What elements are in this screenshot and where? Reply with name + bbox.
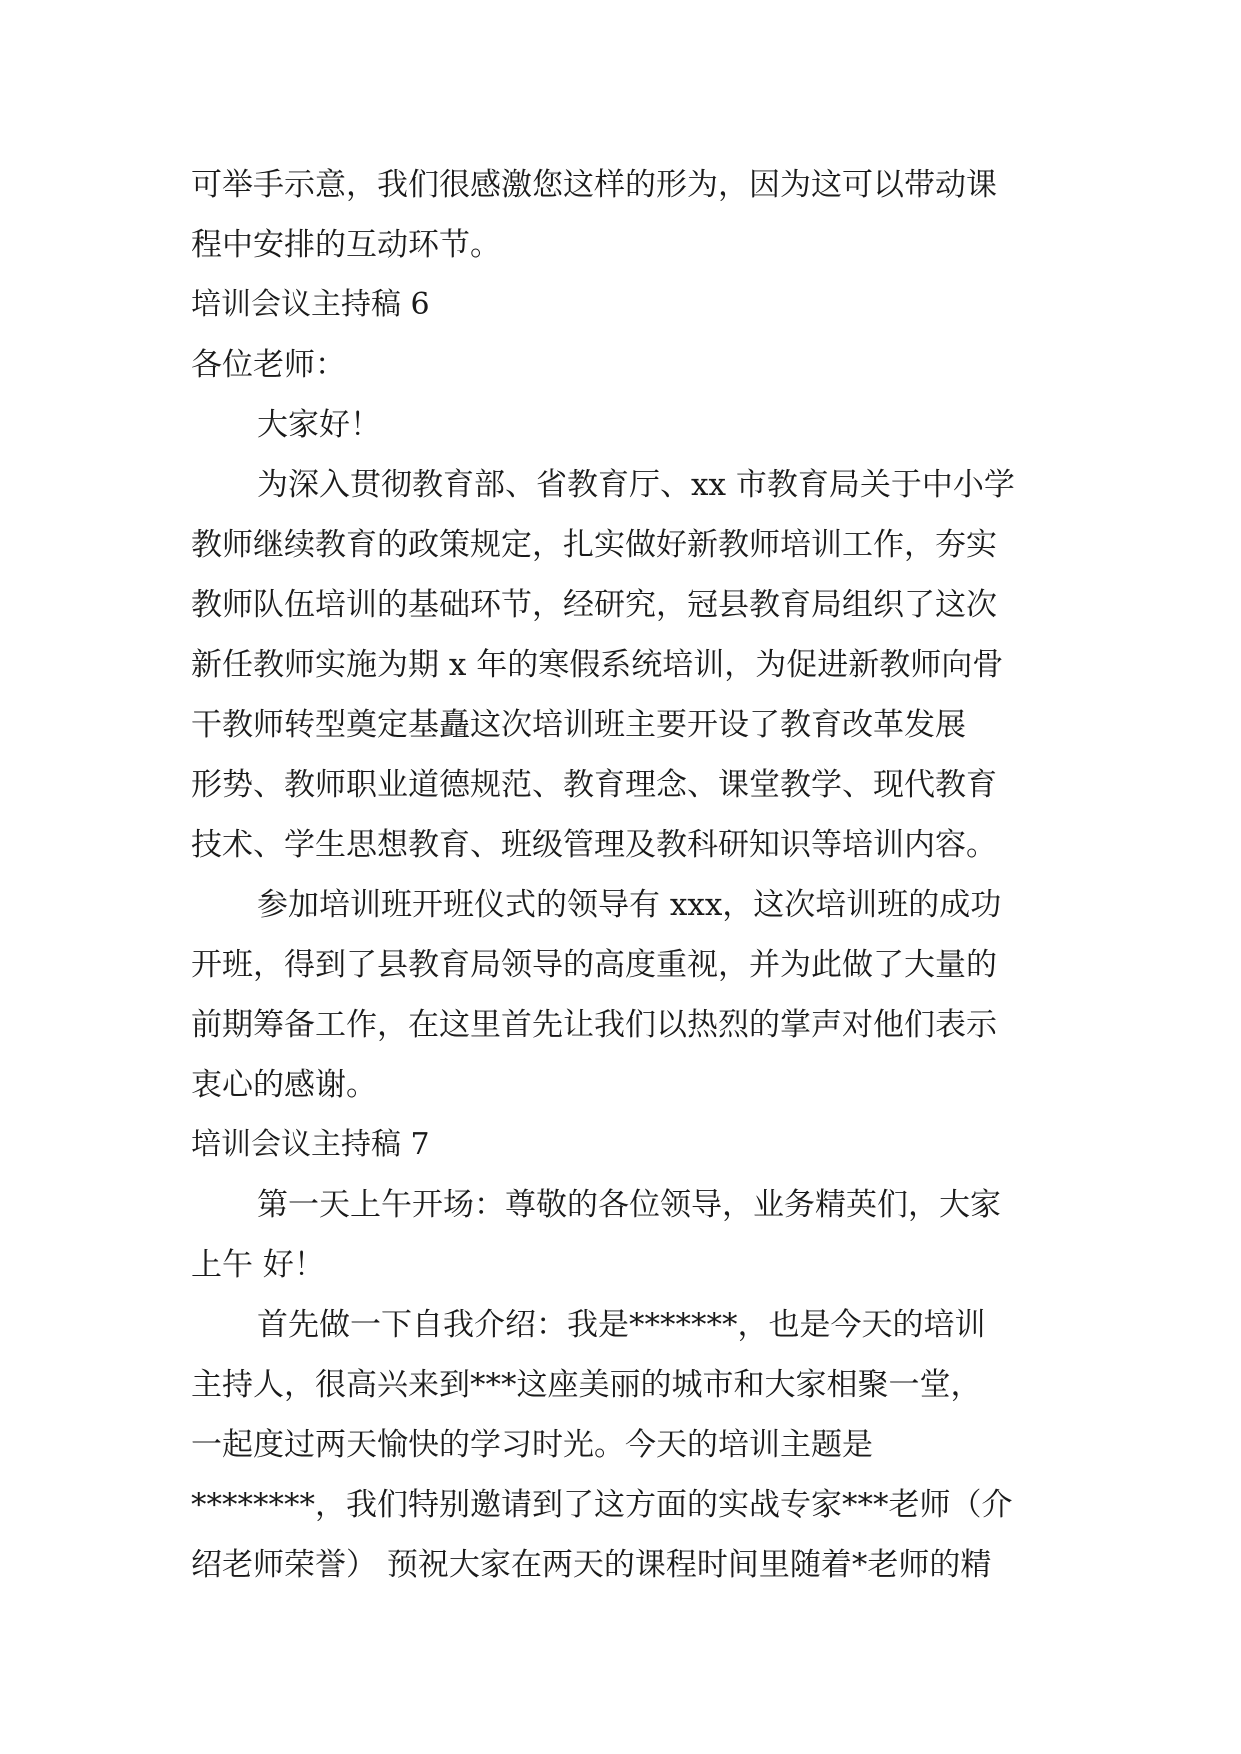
section-heading: 培训会议主持稿 7 <box>191 1127 430 1162</box>
paragraph-line: 新任教师实施为期 x 年的寒假系统培训，为促进新教师向骨 <box>191 647 1004 683</box>
paragraph-line: 技术、学生思想教育、班级管理及教科研知识等培训内容。 <box>191 827 997 863</box>
paragraph-line: 教师继续教育的政策规定，扎实做好新教师培训工作，夯实 <box>191 527 997 563</box>
paragraph-line: 参加培训班开班仪式的领导有 xxx，这次培训班的成功 <box>257 887 1002 923</box>
paragraph-line: 首先做一下自我介绍：我是*******，也是今天的培训 <box>257 1307 986 1343</box>
paragraph-line: 第一天上午开场：尊敬的各位领导，业务精英们，大家 <box>257 1187 1001 1223</box>
greeting-line: 大家好！ <box>257 407 381 443</box>
document-body <box>191 155 1071 1595</box>
paragraph-line: 为深入贯彻教育部、省教育厅、xx 市教育局关于中小学 <box>257 467 1015 503</box>
paragraph-line: 教师队伍培训的基础环节，经研究，冠县教育局组织了这次 <box>191 587 997 623</box>
paragraph-line: 可举手示意，我们很感激您这样的形为，因为这可以带动课 <box>191 167 997 203</box>
paragraph-line: 一起度过两天愉快的学习时光。今天的培训主题是 <box>191 1427 873 1463</box>
paragraph-line: 主持人，很高兴来到***这座美丽的城市和大家相聚一堂， <box>191 1367 982 1403</box>
salutation: 各位老师： <box>191 347 346 383</box>
paragraph-line: 前期筹备工作，在这里首先让我们以热烈的掌声对他们表示 <box>191 1007 997 1043</box>
paragraph-line: 程中安排的互动环节。 <box>191 227 501 263</box>
paragraph-line: 形势、教师职业道德规范、教育理念、课堂教学、现代教育 <box>191 767 997 803</box>
paragraph-line: ********，我们特别邀请到了这方面的实战专家***老师（介 <box>191 1487 1013 1523</box>
paragraph-line: 衷心的感谢。 <box>191 1067 377 1103</box>
section-heading: 培训会议主持稿 6 <box>191 287 430 322</box>
paragraph-line: 干教师转型奠定基矗这次培训班主要开设了教育改革发展 <box>191 707 966 743</box>
paragraph-line: 绍老师荣誉） 预祝大家在两天的课程时间里随着*老师的精 <box>191 1547 992 1583</box>
paragraph-line: 上午 好！ <box>191 1247 325 1283</box>
paragraph-line: 开班，得到了县教育局领导的高度重视，并为此做了大量的 <box>191 947 997 983</box>
